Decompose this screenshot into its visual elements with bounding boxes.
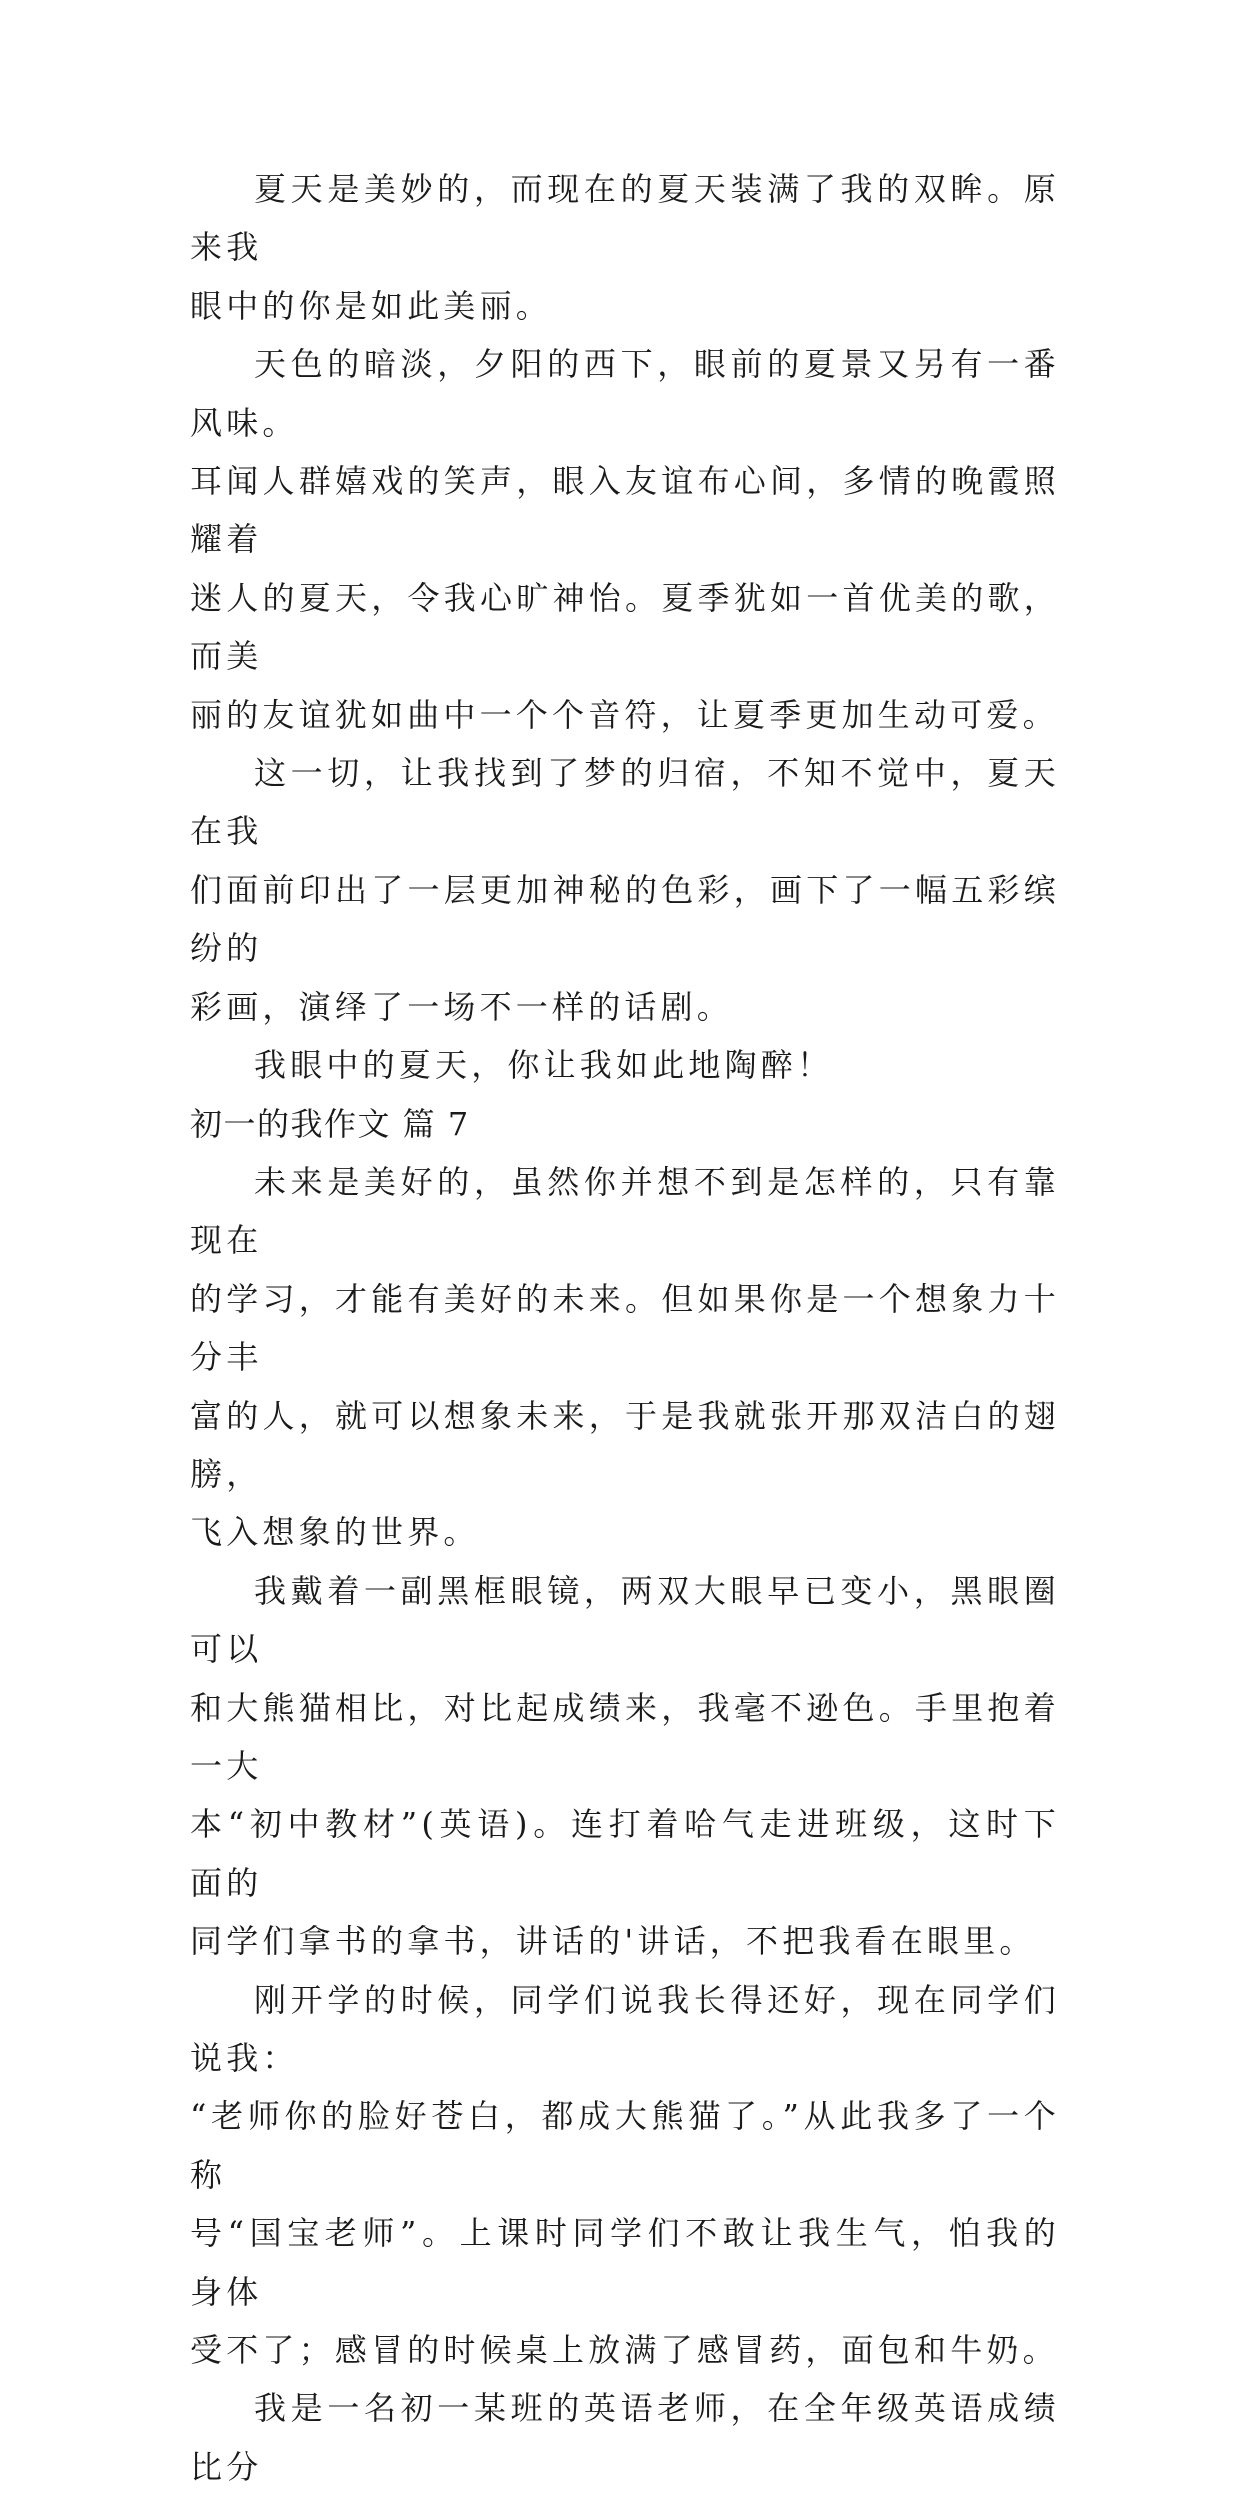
paragraph: 夏天是美妙的，而现在的夏天装满了我的双眸。原来我 眼中的你是如此美丽。 bbox=[190, 170, 1060, 325]
paragraph: 刚开学的时候，同学们说我长得还好，现在同学们说我： “老师你的脸好苍白，都成大熊猫了。”从此我多了一个称 号“国宝老师”。上课时同学们不敢让我生气，怕我的身体 受不了；感冒的时候桌上放满了感冒药，面包和牛奶。 bbox=[190, 1980, 1060, 2370]
paragraph: 我眼中的夏天，你让我如此地陶醉！ bbox=[254, 1046, 834, 1085]
paragraph: 未来是美好的，虽然你并想不到是怎样的，只有靠现在 的学习，才能有美好的未来。但如果你是一个想象力十分丰 富的人，就可以想象未来，于是我就张开那双洁白的翅膀， 飞入想象的世界。 bbox=[190, 1162, 1060, 1552]
paragraph: 我是一名初一某班的英语老师，在全年级英语成绩比分 bbox=[190, 2389, 1060, 2486]
paragraph: 我戴着一副黑框眼镜，两双大眼早已变小，黑眼圈可以 和大熊猫相比，对比起成绩来，我毫不逊色。手里抱着一大 本“初中教材”(英语)。连打着哈气走进班级，这时下面的 同学们拿书的拿书，讲话的'讲话，不把我看在眼里。 bbox=[190, 1571, 1060, 1961]
document-body bbox=[190, 160, 1060, 2496]
paragraph: 天色的暗淡，夕阳的西下，眼前的夏景又另有一番风味。 耳闻人群嬉戏的笑声，眼入友谊布心间，多情的晚霞照耀着 迷人的夏天，令我心旷神怡。夏季犹如一首优美的歌，而美 丽的友谊犹如曲中一个个音符，让夏季更加生动可爱。 bbox=[190, 345, 1060, 734]
section-heading: 初一的我作文 篇 7 bbox=[190, 1104, 470, 1143]
paragraph: 这一切，让我找到了梦的归宿，不知不觉中，夏天在我 们面前印出了一层更加神秘的色彩，画下了一幅五彩缤纷的 彩画，演绎了一场不一样的话剧。 bbox=[190, 754, 1060, 1026]
